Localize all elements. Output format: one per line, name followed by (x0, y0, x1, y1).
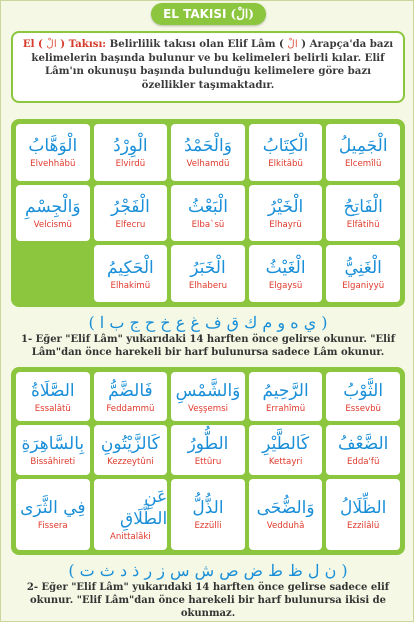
word-transliteration: Elba`sü (191, 219, 225, 230)
word-transliteration: Velhamdü (186, 159, 230, 170)
word-arabic: وَالضُّحَى (256, 498, 315, 519)
intro-lead-arabic: الْ (46, 39, 57, 50)
word-transliteration: Elhaberu (188, 280, 228, 291)
word-arabic: بِالسَّاهِرَةِ (21, 433, 85, 454)
word-transliteration: Edda'fü (346, 456, 380, 467)
intro-box (11, 31, 405, 103)
word-transliteration: Anittalâki (110, 532, 151, 543)
word-card (171, 479, 245, 550)
word-card (94, 185, 168, 242)
word-transliteration: Velcismü (33, 219, 72, 230)
word-arabic: الْجَمِيلُ (338, 136, 388, 157)
word-transliteration: Elfâtihü (346, 219, 380, 230)
word-transliteration: Errahîmü (265, 403, 306, 414)
title-arabic: (الْ) (230, 7, 254, 21)
word-card (326, 124, 400, 181)
word-card (249, 372, 323, 421)
title-tab (151, 3, 266, 25)
word-arabic: الذُّلُّ (192, 498, 224, 519)
word-arabic: الرَّحِيمُ (262, 380, 309, 401)
word-arabic: الْغَيْثُ (265, 257, 306, 278)
word-card (16, 372, 90, 421)
sun-letters-list: ( ن ل ظ ط ض ص ش س ز ر ذ د ث ت ) (68, 561, 348, 580)
intro-body-2: ) Arapça'da bazı kelimelerin başında bulunur ve bu kelimeleri belirli kılar. Elif Lâm'ın okunuşu başında bulunduğu kelimelere göre bazı özellikler taşımaktadır. (31, 38, 394, 91)
word-card (94, 479, 168, 550)
word-card (171, 425, 245, 474)
word-transliteration: Vedduhâ (266, 521, 305, 532)
word-arabic: الضَّعْفُ (337, 433, 389, 454)
word-card (326, 245, 400, 302)
word-arabic: وَالْجِسْمِ (25, 196, 81, 217)
word-transliteration: Elhayrü (269, 219, 302, 230)
word-card (249, 425, 323, 474)
word-card (249, 124, 323, 181)
word-card (171, 245, 245, 302)
word-arabic: الْوِرْدُ (113, 136, 148, 157)
word-arabic: فِي الثَّرَى (20, 498, 86, 519)
word-transliteration: Elfecru (115, 219, 146, 230)
word-transliteration: Ezzülli (194, 521, 222, 532)
intro-lead-2: ) Takısı: (60, 38, 107, 50)
word-transliteration: Fissera (37, 521, 68, 532)
word-card (249, 479, 323, 550)
word-arabic: الْوَهَّابُ (28, 136, 78, 157)
word-card (326, 185, 400, 242)
word-card (171, 185, 245, 242)
moon-letters-list: ( ي ه و م ك ق ف غ ع خ ح ج ب ا ) (88, 313, 328, 332)
word-arabic: الثَّوْبُ (343, 380, 384, 401)
word-card (249, 245, 323, 302)
word-arabic: الطُّورُ (187, 433, 229, 454)
rule-2: 2- Eğer "Elif Lâm" yukarıdaki 14 harften önce gelirse sadece elif okunur. "Elif Lâm"dan önce harekeli bir harf bulunursa ikisi de okunmaz. (26, 582, 390, 619)
word-arabic: الْفَجْرُ (110, 196, 150, 217)
word-card (94, 372, 168, 421)
intro-body-1: Belirlilik takısı olan Elif Lâm ( (109, 38, 284, 50)
word-card (326, 479, 400, 550)
word-arabic: الْحَكِيمُ (107, 257, 154, 278)
word-arabic: الْكِتَابُ (262, 136, 309, 157)
word-card (16, 245, 90, 302)
rule-1: 1- Eğer "Elif Lâm" yukarıdaki 14 harften önce gelirse okunur. "Elif Lâm"dan önce harekeli bir harf bulunursa sadece Lâm okunur. (20, 334, 396, 358)
word-transliteration: Ezzilâlü (347, 521, 380, 532)
intro-body-arabic: الْ (287, 39, 298, 50)
word-card (171, 124, 245, 181)
word-arabic: فَالضَّمُّ (108, 380, 153, 401)
word-arabic: الْغَنِيُّ (344, 257, 382, 278)
word-transliteration: Bissâhireti (30, 456, 76, 467)
word-arabic: وَالشَّمْسِ (175, 380, 241, 401)
word-arabic: الظِّلَالُ (340, 498, 387, 519)
word-transliteration: Elkitâbü (268, 159, 303, 170)
word-card (94, 425, 168, 474)
word-arabic: كَالطَّيْرِ (262, 433, 310, 454)
word-transliteration: Essalâtü (34, 403, 71, 414)
title-text: EL TAKISI (163, 7, 227, 21)
word-transliteration: Elvirdü (115, 159, 146, 170)
word-arabic: وَالْحَمْدُ (184, 136, 232, 157)
word-transliteration: Elgaysü (268, 280, 303, 291)
word-card (326, 425, 400, 474)
word-transliteration: Feddammü (106, 403, 155, 414)
word-card (16, 425, 90, 474)
word-transliteration: Elvehhâbü (30, 159, 76, 170)
moon-letters-grid (11, 119, 405, 307)
word-arabic: الْخَبَرُ (190, 257, 226, 278)
word-transliteration: Kezzeytûni (107, 456, 154, 467)
word-transliteration: Elganiyyü (342, 280, 385, 291)
sun-letters-grid (11, 367, 405, 555)
word-transliteration: Elhakimü (110, 280, 151, 291)
word-arabic: الْبَعْثُ (188, 196, 228, 217)
word-transliteration: Essevbü (345, 403, 382, 414)
word-transliteration: Elcemîlü (344, 159, 382, 170)
word-card (326, 372, 400, 421)
word-card (94, 245, 168, 302)
word-transliteration: Kettayri (268, 456, 303, 467)
word-card (16, 124, 90, 181)
word-arabic: الْفَاتِحُ (343, 196, 383, 217)
word-transliteration: Ettûru (194, 456, 222, 467)
word-card (16, 479, 90, 550)
word-arabic: عَنِ الطَّلَاقِ (120, 487, 168, 530)
word-arabic: الْخَيْرُ (267, 196, 304, 217)
word-arabic: الصَّلَاةُ (30, 380, 75, 401)
word-card (249, 185, 323, 242)
word-card (16, 185, 90, 242)
word-transliteration: Veşşemsi (188, 403, 228, 414)
word-card (171, 372, 245, 421)
word-arabic: كَالزَّيْتُونِ (100, 433, 160, 454)
intro-lead: El ( (22, 38, 43, 50)
word-card (94, 124, 168, 181)
